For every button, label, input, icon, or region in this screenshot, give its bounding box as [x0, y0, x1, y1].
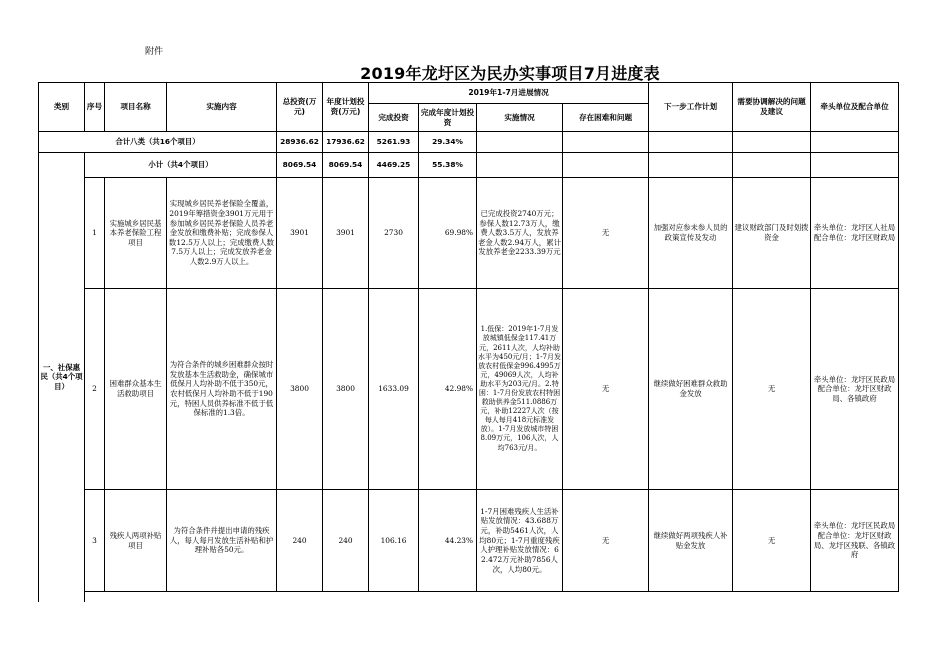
subtotal-completed: 4469.25	[369, 153, 419, 178]
attachment-label: 附件	[145, 47, 164, 57]
subtotal-label: 小计（共4个项目）	[85, 153, 277, 178]
project-content: 为符合条件的城乡困难群众按时发放基本生活救助金，确保城市低保月人均补助不低于350元，农村低保月人均补助不低于190元，特困人员供养标准不低于低保标准的1.3倍。	[167, 289, 277, 490]
header-progress-group: 2019年1-7月进展情况	[369, 83, 649, 104]
project-coordination: 无	[733, 289, 811, 490]
header-category: 类别	[39, 83, 85, 132]
project-percent: 44.23%	[419, 490, 477, 592]
category-name: 一、社保惠民（共4个项目）	[39, 153, 85, 602]
subtotal-investment: 8069.54	[277, 153, 323, 178]
project-seq: 3	[85, 490, 105, 592]
partial-row	[39, 592, 899, 602]
project-lead-unit: 牵头单位：龙圩区民政局 配合单位：龙圩区财政局、龙圩区残联、各镇政府	[811, 490, 899, 592]
total-percent: 29.34%	[419, 132, 477, 153]
project-seq: 1	[85, 178, 105, 289]
project-completed: 106.16	[369, 490, 419, 592]
header-content: 实施内容	[167, 83, 277, 132]
project-name: 残疾人两项补贴项目	[105, 490, 167, 592]
project-annual-plan: 3901	[323, 178, 369, 289]
project-coordination: 建议财政部门及时划拨资金	[733, 178, 811, 289]
table-row	[39, 178, 899, 289]
header-next-plan: 下一步工作计划	[649, 83, 733, 132]
project-name: 实施城乡居民基本养老保险工程项目	[105, 178, 167, 289]
project-next-plan: 加强对应参未参人员的政策宣传及发动	[649, 178, 733, 289]
project-implementation: 已完成投资2740万元；参保人数12.73万人，缴费人数3.5万人，发放养老金人数2.94万人，累计发放养老金2233.39万元	[477, 178, 563, 289]
project-completed: 1633.09	[369, 289, 419, 490]
subtotal-percent: 55.38%	[419, 153, 477, 178]
project-percent: 42.98%	[419, 289, 477, 490]
project-problems: 无	[563, 490, 649, 592]
header-lead-unit: 牵头单位及配合单位	[811, 83, 899, 132]
project-annual-plan: 240	[323, 490, 369, 592]
project-content: 实现城乡居民养老保险全覆盖，2019年筹措资金3901万元用于参加城乡居民养老保险人员养老金发放和缴费补贴；完成参保人数12.5万人以上；完成缴费人数7.5万人以上；完成发放养老金人数2.9万人以上。	[167, 178, 277, 289]
table-row	[39, 289, 899, 490]
total-label: 合计八类（共16个项目）	[39, 132, 277, 153]
project-name: 困难群众基本生活救助项目	[105, 289, 167, 490]
header-project-name: 项目名称	[105, 83, 167, 132]
project-total-investment: 3901	[277, 178, 323, 289]
project-coordination: 无	[733, 490, 811, 592]
project-completed: 2730	[369, 178, 419, 289]
header-problems: 存在困难和问题	[563, 104, 649, 132]
subtotal-row	[39, 153, 899, 178]
header-annual-completion: 完成年度计划投资	[419, 104, 477, 132]
total-investment: 28936.62	[277, 132, 323, 153]
header-completed-investment: 完成投资	[369, 104, 419, 132]
project-next-plan: 继续做好两项残疾人补贴金发放	[649, 490, 733, 592]
header-annual-plan: 年度计划投资(万元)	[323, 83, 369, 132]
page-title: 2019年龙圩区为民办实事项目7月进度表	[360, 64, 660, 83]
project-total-investment: 3800	[277, 289, 323, 490]
project-content: 为符合条件并提出申请的残疾人，每人每月发放生活补贴和护理补贴各50元。	[167, 490, 277, 592]
project-problems: 无	[563, 178, 649, 289]
project-implementation: 1.低保：2019年1-7月发放城镇低保金117.41万元，2611人次，人均补助水平为450元/月；1-7月发放农村低保金996.4995万元，49069人次，人均补助水平为203元/月。2.特困：1-7月份发放农村特困救助供养金511.0886万元，补助12227人次（按每人每月418元标准发放）。1-7月发放城市特困8.09万元，106人次，人均763元/月。	[477, 289, 563, 490]
project-total-investment: 240	[277, 490, 323, 592]
project-seq: 2	[85, 289, 105, 490]
project-implementation: 1-7月困难残疾人生活补贴发放情况：43.688万元，补助5461人次，人均80元；1-7月重度残疾人护理补贴发放情况：62.472万元补助7856人次，人均80元。	[477, 490, 563, 592]
progress-table	[38, 82, 899, 602]
subtotal-annual-plan: 8069.54	[323, 153, 369, 178]
project-lead-unit: 牵头单位：龙圩区人社局 配合单位：龙圩区财政局	[811, 178, 899, 289]
project-problems: 无	[563, 289, 649, 490]
table-row	[39, 490, 899, 592]
project-percent: 69.98%	[419, 178, 477, 289]
project-annual-plan: 3800	[323, 289, 369, 490]
header-implementation: 实施情况	[477, 104, 563, 132]
project-lead-unit: 牵头单位：龙圩区民政局 配合单位：龙圩区财政局、各镇政府	[811, 289, 899, 490]
header-seq: 序号	[85, 83, 105, 132]
project-next-plan: 继续做好困难群众救助金发放	[649, 289, 733, 490]
total-completed: 5261.93	[369, 132, 419, 153]
total-row	[39, 132, 899, 153]
header-coordination: 需要协调解决的问题及建议	[733, 83, 811, 132]
header-total-investment: 总投资(万元)	[277, 83, 323, 132]
total-annual-plan: 17936.62	[323, 132, 369, 153]
